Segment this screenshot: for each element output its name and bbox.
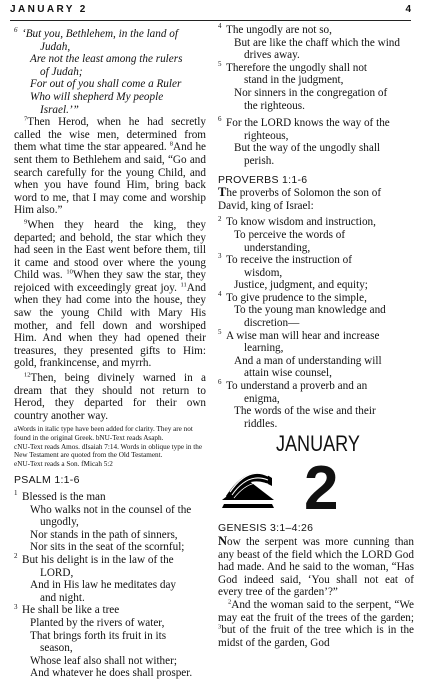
verse-line: 3 He shall be like a tree	[14, 602, 120, 617]
proverbs-intro	[218, 186, 414, 212]
verse-line: 5 A wise man will hear and increase	[218, 327, 380, 342]
verse-line: And whatever he does shall prosper.	[30, 667, 193, 680]
left-column	[14, 24, 207, 680]
verse-line: discretion—	[244, 317, 300, 330]
verse-line: season,	[40, 642, 73, 655]
footnotes	[14, 425, 206, 468]
verse-line: drives away.	[244, 49, 300, 62]
verse-line: ungodly,	[40, 516, 79, 529]
verse-line: To the young man knowledge and	[234, 304, 386, 317]
banner-month: JANUARY	[276, 431, 360, 457]
verse-line: the righteous.	[244, 99, 305, 112]
verse-line: 6 ‘But you, Bethlehem, in the land of	[14, 26, 178, 40]
verse-line: Whose leaf also shall not wither;	[30, 654, 177, 667]
verse-line: 5 Therefore the ungodly shall not	[218, 60, 368, 74]
verse-line: Judah,	[40, 40, 71, 53]
verse-line: wisdom,	[244, 266, 283, 279]
verse-line: But the way of the ungodly shall	[234, 142, 381, 155]
verse-line: 6 To understand a proverb and an	[218, 378, 368, 393]
verse-7: $^7$Then Herod, when he had secretly called the wise men, determined from them what time the star appeared. $^8$And he sent them to Bethlehem and said, “Go and search carefully for the young Child, and when you have found Him, bring back word to me, that I may come and worship Him also.”	[14, 115, 207, 217]
verse-line: Who will shepherd My people	[30, 90, 164, 103]
verse-line: Justice, judgment, and equity;	[234, 279, 368, 292]
verse-line: righteous,	[244, 129, 289, 142]
verse-line: And a man of understanding will	[234, 354, 382, 367]
psalm-continued	[218, 24, 414, 168]
psalm-reference: PSALM 1:1-6	[14, 474, 80, 487]
verse-line: riddles.	[244, 417, 278, 430]
verse-line: 4 To give prudence to the simple,	[218, 290, 367, 304]
verse-9: $^9$When they heard the king, they departed; and behold, the star which they had seen in the East went before them, till it came and stood over where the young Child was. $^{10}$When they saw the star, they rejoiced with exceedingly great joy. $^{11}$And when they had come into the house, they saw the young Child with Mary His mother, and fell down and worshiped Him. And when they had opened their treasures, they presented gifts to Him: gold, frankincense, and myrrh.	[14, 218, 207, 370]
verse-line: For out of you shall come a Ruler	[30, 78, 182, 91]
verse-line: understanding,	[244, 241, 311, 254]
verse-line: To perceive the words of	[234, 228, 346, 241]
verse-line: learning,	[244, 342, 284, 355]
verse-line: 6 For the LORD knows the way of the	[218, 115, 390, 130]
verse-line: Nor sinners in the congregation of	[234, 86, 388, 99]
verse-line: 2 But his delight is in the law of the	[14, 552, 174, 566]
verse-12: $^{12}$Then, being divinely warned in a dream that they should not return to Herod, they departed for their own country another way.	[14, 371, 206, 422]
verse-line: perish.	[244, 154, 275, 167]
verse-line: Israel.’”	[40, 103, 79, 116]
drop-cap: T	[218, 185, 227, 200]
verse-line: Nor stands in the path of sinners,	[30, 528, 178, 541]
proverbs-reference: PROVERBS 1:1-6	[218, 173, 308, 186]
verse-line: 1 Blessed is the man	[14, 489, 106, 503]
verse-line: That brings forth its fruit in its	[30, 629, 167, 642]
verse-line: of Judah;	[40, 65, 83, 78]
drop-cap: N	[218, 534, 228, 548]
verse-line: 2 To know wisdom and instruction,	[218, 214, 376, 229]
footnote-line: aWords in italic type have been added for clarity. They are not found in the original Greek. bNU-Text reads Asaph.	[14, 425, 193, 442]
verse-line: and night.	[40, 591, 85, 604]
verse-line: Nor sits in the seat of the scornful;	[30, 541, 185, 554]
micah-quote	[14, 28, 206, 116]
verse-line: attain wise counsel,	[244, 367, 332, 380]
proverbs-intro-text: he proverbs of Solomon the son of David, king of Israel:	[218, 187, 382, 212]
right-column	[218, 24, 414, 666]
genesis-verse-2: $^2$And the woman said to the serpent, “We may eat the fruit of the trees of the garden; $^3$but of the fruit of the tree which is in the midst of the garden, God	[218, 598, 414, 649]
running-head: JANUARY 2	[10, 4, 88, 15]
verse-line: 4 The ungodly are not so,	[218, 22, 332, 36]
footnote-line: cNU-Text reads Amos. dIsaiah 7:14. Words in oblique type in the New Testament are quoted from the Old Testament.	[14, 442, 203, 460]
page-number: 4	[405, 4, 411, 15]
page-header	[10, 4, 411, 20]
genesis-verse-1-text: ow the serpent was more cunning than any beast of the field which the LORD God had made. And he said to the woman, “Has God indeed said, ‘You shall not eat of every tree of the garden’?”	[218, 536, 414, 599]
proverbs-text	[218, 216, 414, 430]
verse-line: LORD,	[40, 566, 74, 579]
psalm-text	[14, 491, 206, 680]
verse-line: Who walks not in the counsel of the	[30, 503, 192, 516]
verse-line: Are not the least among the rulers	[30, 53, 183, 66]
open-book-icon	[218, 442, 278, 518]
verse-line: 3 To receive the instruction of	[218, 252, 352, 267]
verse-line: Planted by the rivers of water,	[30, 616, 165, 629]
genesis-reference: GENESIS 3:1–4:26	[218, 522, 314, 535]
banner-day: 2	[304, 454, 339, 524]
verse-line: stand in the judgment,	[244, 74, 344, 87]
header-rule	[10, 20, 411, 21]
verse-line: But are like the chaff which the wind	[234, 36, 400, 49]
verse-line: And in His law he meditates day	[30, 579, 177, 592]
genesis-verse-1	[218, 535, 414, 599]
footnote-line: eNU-Text reads a Son. fMicah 5:2	[14, 459, 113, 468]
verse-line: The words of the wise and their	[234, 405, 376, 418]
verse-line: enigma,	[244, 392, 280, 405]
date-banner	[218, 431, 414, 524]
